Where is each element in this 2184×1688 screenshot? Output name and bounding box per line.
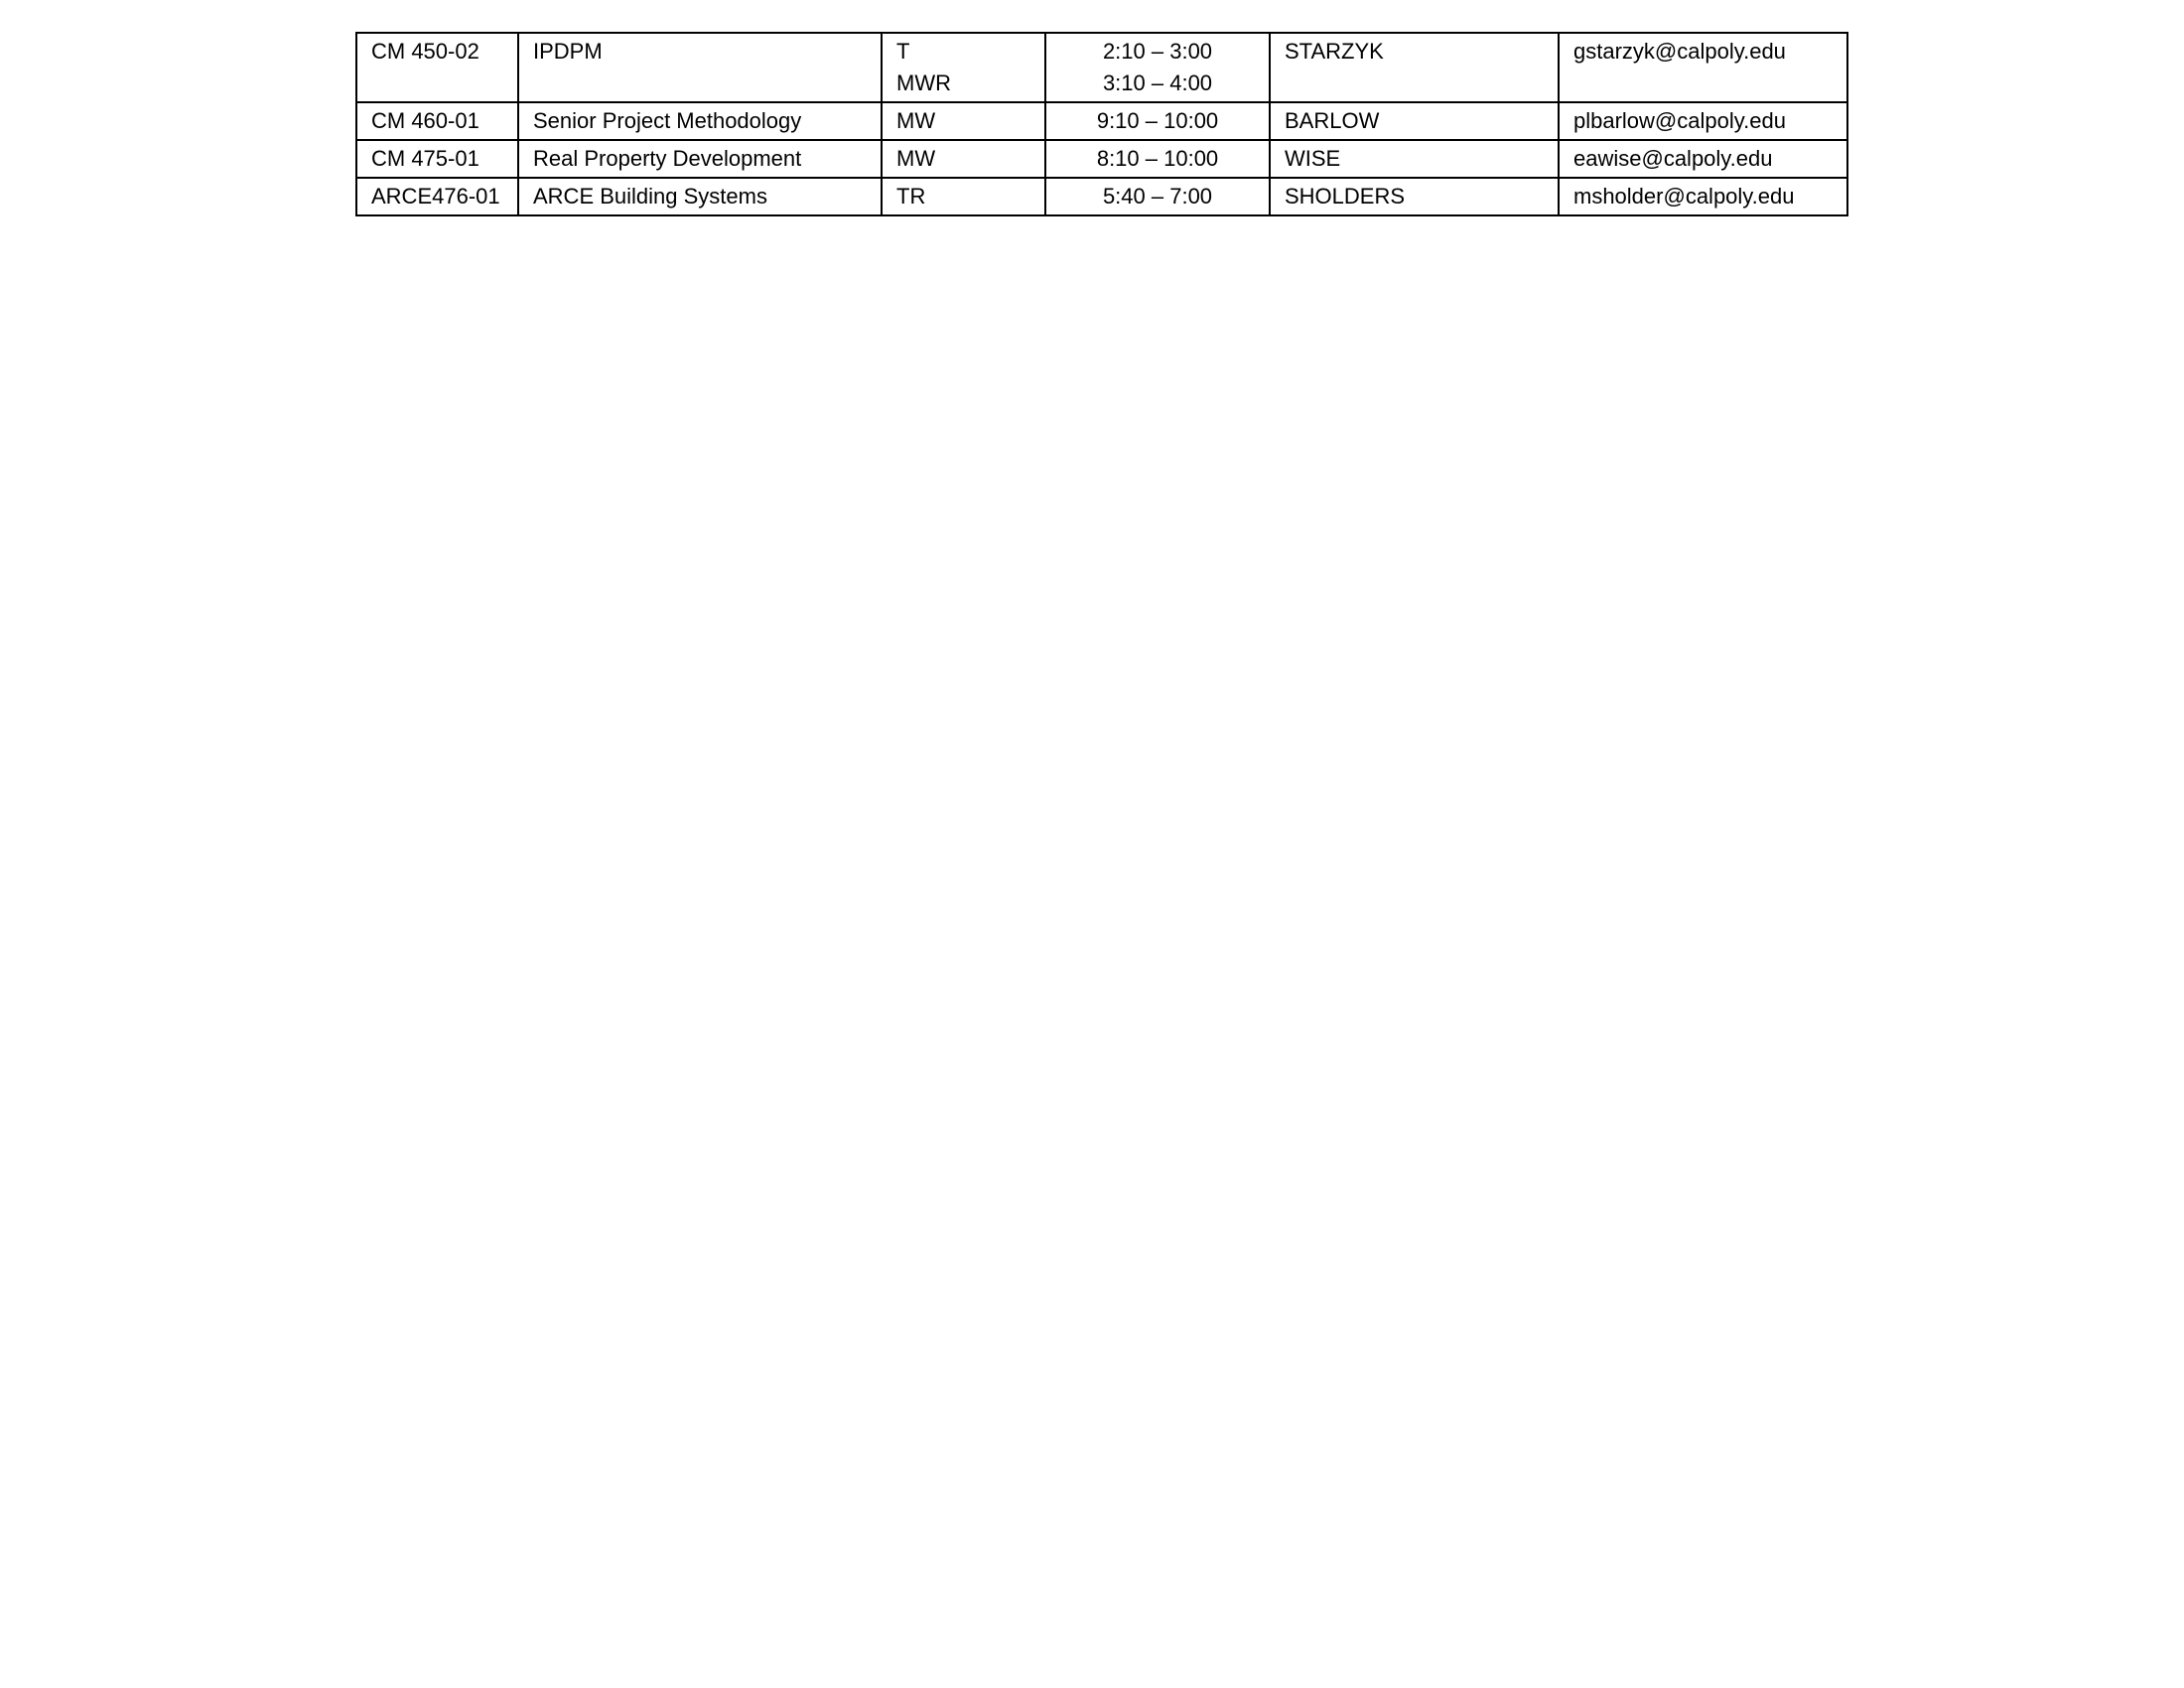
email-cell: gstarzyk@calpoly.edu	[1559, 33, 1847, 102]
time-line: 3:10 – 4:00	[1102, 70, 1213, 95]
email-cell: eawise@calpoly.edu	[1559, 140, 1847, 178]
instructor-cell: SHOLDERS	[1270, 178, 1559, 215]
time-cell	[1045, 33, 1270, 102]
course-code-cell: ARCE476-01	[356, 178, 518, 215]
time-line: 2:10 – 3:00	[1102, 39, 1213, 64]
instructor-cell: STARZYK	[1270, 33, 1559, 102]
table-row	[356, 178, 1847, 215]
days-cell: MW	[882, 140, 1045, 178]
instructor-cell: WISE	[1270, 140, 1559, 178]
days-cell: MW	[882, 102, 1045, 140]
instructor-cell: BARLOW	[1270, 102, 1559, 140]
course-code-cell: CM 460-01	[356, 102, 518, 140]
time-cell: 9:10 – 10:00	[1045, 102, 1270, 140]
course-schedule-table	[355, 32, 1848, 216]
table-row	[356, 33, 1847, 102]
email-cell: plbarlow@calpoly.edu	[1559, 102, 1847, 140]
email-cell: msholder@calpoly.edu	[1559, 178, 1847, 215]
time-cell: 8:10 – 10:00	[1045, 140, 1270, 178]
days-cell: TR	[882, 178, 1045, 215]
course-title-cell: Senior Project Methodology	[518, 102, 882, 140]
table-row	[356, 140, 1847, 178]
course-code-cell: CM 475-01	[356, 140, 518, 178]
time-cell: 5:40 – 7:00	[1045, 178, 1270, 215]
days-cell	[882, 33, 1045, 102]
course-title-cell: IPDPM	[518, 33, 882, 102]
course-title-cell: ARCE Building Systems	[518, 178, 882, 215]
course-title-cell: Real Property Development	[518, 140, 882, 178]
days-line: T	[896, 39, 910, 64]
days-line: MWR	[896, 70, 951, 95]
table-row	[356, 102, 1847, 140]
course-code-cell: CM 450-02	[356, 33, 518, 102]
